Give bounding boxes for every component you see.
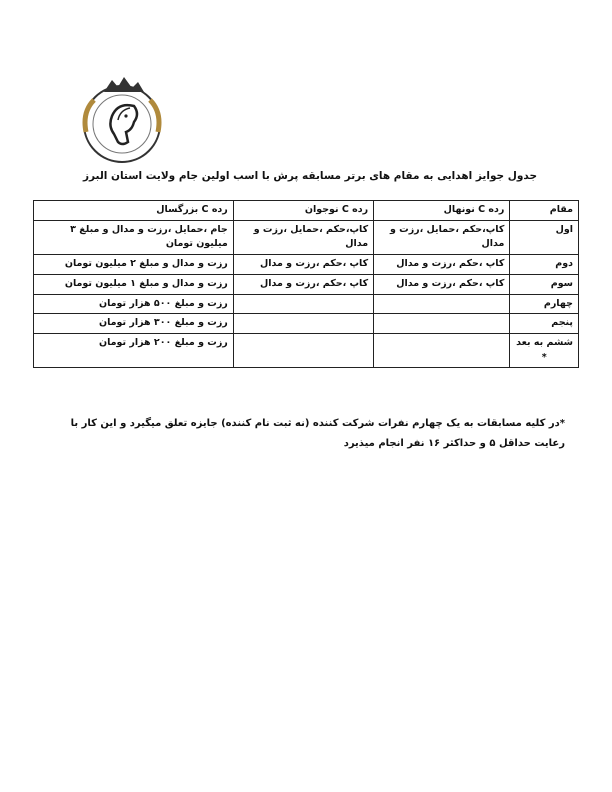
prize-cell <box>233 314 373 334</box>
prize-cell <box>374 334 510 368</box>
table-row <box>34 220 579 254</box>
association-logo <box>74 72 170 168</box>
prize-cell <box>374 314 510 334</box>
prize-cell: رزت و مدال و مبلغ ۱ میلیون تومان <box>34 274 234 294</box>
table-row <box>34 274 579 294</box>
footnote: *در کلیه مسابقات به یک چهارم نفرات شرکت کننده (نه ثبت نام کننده) جایزه تعلق میگیرد و این کار با رعایت حداقل ۵ و حداکثر ۱۶ نفر انجام میذیرد <box>70 418 565 449</box>
rank-cell: اول <box>510 220 579 254</box>
rank-cell <box>510 334 579 368</box>
rank-label: ششم به بعد <box>516 337 573 349</box>
prize-cell: کاپ ،حکم ،رزت و مدال <box>374 255 510 275</box>
header-rank: مقام <box>510 201 579 221</box>
prize-cell <box>233 294 373 314</box>
prize-cell: رزت و مدال و مبلغ ۲ میلیون تومان <box>34 255 234 275</box>
prize-cell: کاپ ،حکم ،رزت و مدال <box>233 274 373 294</box>
rank-cell: چهارم <box>510 294 579 314</box>
page-title: جدول جوایز اهدایی به مقام های برتر مسابقه پرش با اسب اولین جام ولایت استان البرز <box>82 170 538 182</box>
prize-cell: کاپ،حکم ،حمایل ،رزت و مدال <box>374 220 510 254</box>
asterisk-mark: * <box>541 351 547 363</box>
horse-head-emblem-icon <box>74 72 170 168</box>
prize-cell: رزت و مبلغ ۳۰۰ هزار تومان <box>34 314 234 334</box>
header-junior: رده C نونهال <box>374 201 510 221</box>
rank-cell: سوم <box>510 274 579 294</box>
rank-cell: دوم <box>510 255 579 275</box>
header-adult: رده C بزرگسال <box>34 201 234 221</box>
table-row <box>34 294 579 314</box>
prize-cell: کاپ،حکم ،حمایل ،رزت و مدال <box>233 220 373 254</box>
prize-cell <box>374 294 510 314</box>
prize-cell: جام ،حمایل ،رزت و مدال و مبلغ ۳ میلیون تومان <box>34 220 234 254</box>
table-row <box>34 334 579 368</box>
prize-cell: رزت و مبلغ ۲۰۰ هزار تومان <box>34 334 234 368</box>
prizes-table <box>33 200 579 368</box>
prize-cell: کاپ ،حکم ،رزت و مدال <box>374 274 510 294</box>
rank-cell: پنجم <box>510 314 579 334</box>
table-header-row <box>34 201 579 221</box>
prize-cell <box>233 334 373 368</box>
prize-cell: رزت و مبلغ ۵۰۰ هزار تومان <box>34 294 234 314</box>
header-youth: رده C نوجوان <box>233 201 373 221</box>
table-row <box>34 314 579 334</box>
prize-cell: کاپ ،حکم ،رزت و مدال <box>233 255 373 275</box>
table-row <box>34 255 579 275</box>
